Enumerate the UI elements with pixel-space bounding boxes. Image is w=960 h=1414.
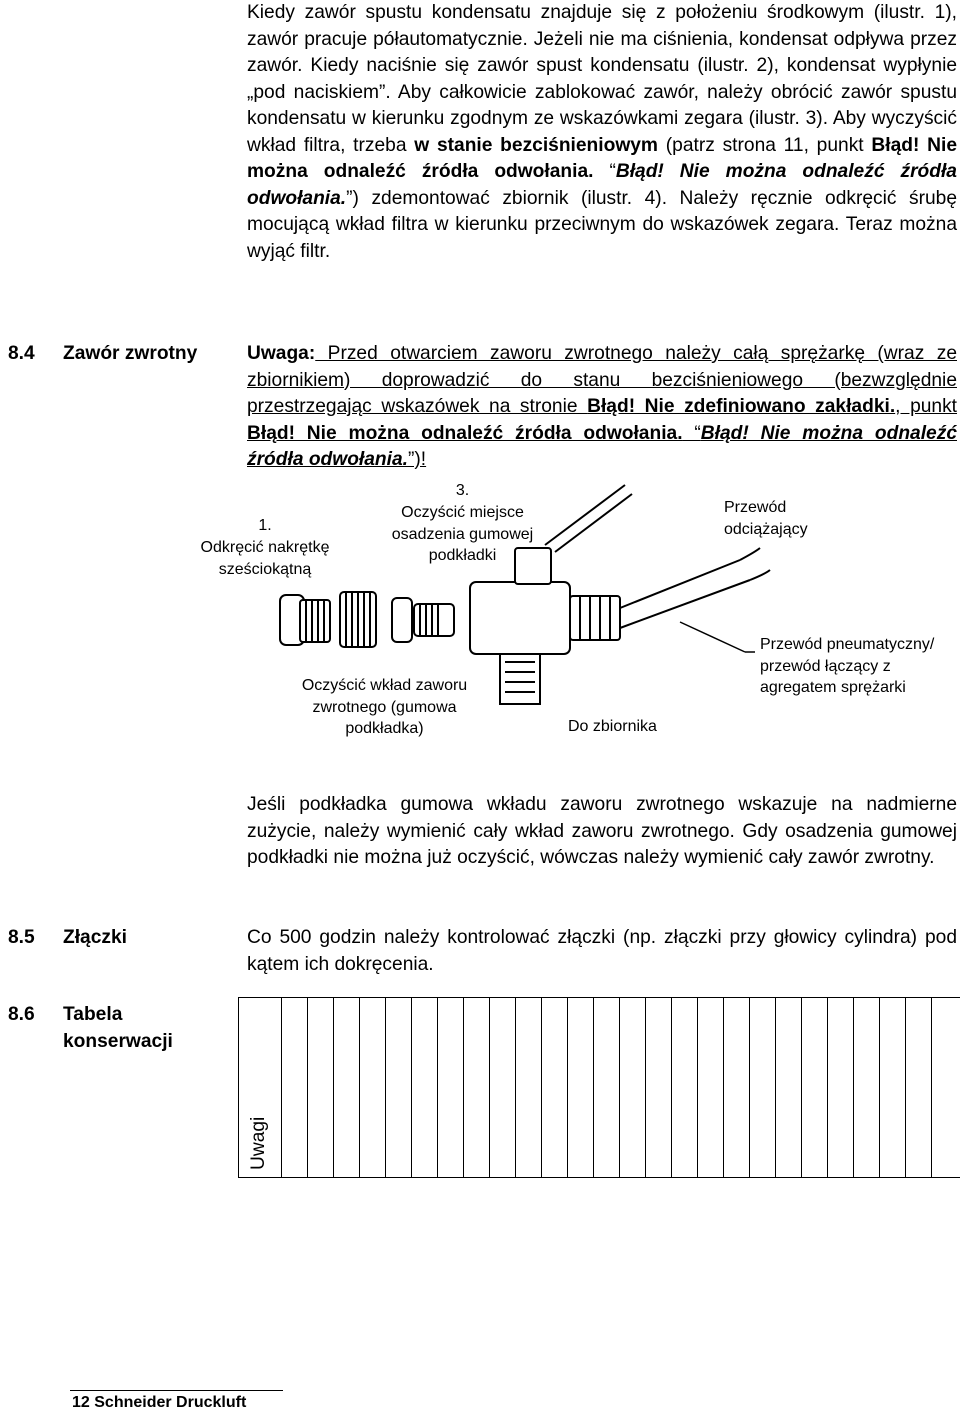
figure-label-3: Oczyścić miejsce osadzenia gumowej podkładki [391, 504, 534, 564]
figure-label-to-tank: Do zbiornika [568, 718, 657, 735]
table-column-label-uwagi: Uwagi [248, 1116, 269, 1170]
section-heading-8-6: 8.6 Tabela konserwacji [8, 1004, 173, 1052]
figure-label-relief-hose: Przewód odciążający [724, 499, 808, 538]
figure-label-pneumatic-pipe: Przewód pneumatyczny/ przewód łączący z agregatem sprężarki [760, 636, 935, 696]
section-heading-8-5: 8.5 Złączki [8, 927, 127, 948]
warning-label: Uwaga: [247, 343, 316, 364]
error-ref: Błąd! Nie można odnaleźć źródła odwołania. [247, 161, 957, 209]
figure-label-1-number: 1. [258, 517, 272, 534]
page-footer: 12 Schneider Druckluft [72, 1394, 247, 1411]
figure-label-3-number: 3. [455, 482, 470, 499]
warning-paragraph: Uwaga: Przed otwarciem zaworu zwrotnego należy całą sprężarkę (wraz ze zbiornikiem) doprowadzić do stanu bezciśnieniowego (bezwzględnie przestrzegając wskazówek na stronie Błąd! Nie zdefiniowano zakładki., punkt Błąd! Nie można odnaleźć źródła odwołania. “Błąd! Nie można odnaleźć źródła odwołania.”)! [247, 343, 958, 470]
maintenance-table [238, 997, 960, 1178]
section-heading-8-4: 8.4 Zawór zwrotny [8, 343, 198, 364]
intro-paragraph-1: Kiedy zawór spustu kondensatu znajduje się z położeniu środkowym (ilustr. 1), zawór pracuje półautomatycznie. Jeżeli nie ma ciśnienia, kondensat odpływa przez zawór. Kiedy naciśnie się zawór spust kondensatu (ilustr. 2), kondensat wypłynie „pod naciskiem”. Aby całkowicie zablokować zawór, należy obrócić zawór spustu kondensatu w kierunku zgodnym ze wskazówkami zegara (ilustr. 3). Aby wyczyścić wkład filtra, trzeba w stanie bezciśnieniowym (patrz strona 11, punkt Błąd! Nie można odnaleźć źródła odwołania. “Błąd! Nie można odnaleźć źródła odwołania.”) zdemontować zbiornik (ilustr. 4). Należy ręcznie odkręcić śrubę mocującą wkład filtra w kierunku przeciwnym do wskazówek zegara. Teraz można wyjąć filtr. [247, 2, 957, 262]
footer-rule [70, 1390, 283, 1391]
valve-body-part [470, 582, 570, 654]
figure-label-valve-insert: Oczyścić wkład zaworu zwrotnego (gumowa podkładka) [301, 677, 468, 737]
check-valve-replacement-text: Jeśli podkładka gumowa wkładu zaworu zwrotnego wskazuje na nadmierne zużycie, należy wymienić cały wkład zaworu zwrotnego. Gdy osadzenia gumowej podkładki nie można już oczyścić, wówczas należy wymienić cały zawór zwrotny. [247, 794, 957, 868]
error-ref: Błąd! Nie można odnaleźć źródła odwołania. [247, 134, 957, 182]
fittings-text: Co 500 godzin należy kontrolować złączki (np. złączki przy głowicy cylindra) pod kątem ich dokręcenia. [247, 927, 957, 975]
rubber-gasket-part [392, 598, 412, 642]
figure-label-1: Odkręcić nakrętkę sześciokątną [200, 539, 330, 578]
